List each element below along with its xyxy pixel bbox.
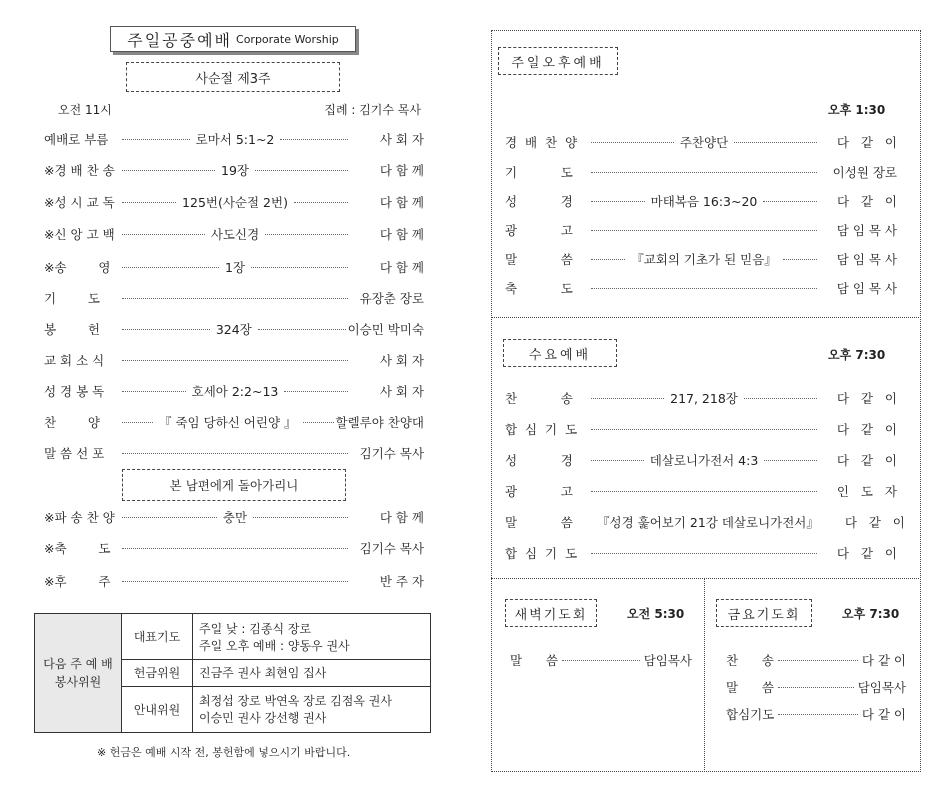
order-row xyxy=(44,350,424,370)
order-detail: 125번(사순절 2번) xyxy=(182,195,288,210)
dot-leader xyxy=(122,517,217,518)
dot-leader xyxy=(744,398,817,399)
afternoon-title-box xyxy=(498,47,618,75)
order-label: 성 경 xyxy=(505,194,573,209)
dot-leader xyxy=(591,230,817,231)
order-detail: 호세아 2:2~13 xyxy=(191,384,279,399)
order-label: 말 씀 xyxy=(505,515,573,530)
order-label: 광 고 xyxy=(505,484,573,499)
order-label: 광 고 xyxy=(505,223,573,238)
friday-title: 금요기도회 xyxy=(727,607,801,623)
order-leader: 담 임 목 사 xyxy=(836,252,898,267)
order-row xyxy=(44,412,424,432)
dot-leader xyxy=(734,142,817,143)
order-label: 합 심 기 도 xyxy=(505,546,578,561)
order-detail: 19장 xyxy=(221,163,249,178)
role-cell: 대표기도 xyxy=(122,614,193,660)
role-cell: 헌금위원 xyxy=(122,660,193,686)
dot-leader xyxy=(591,460,644,461)
dot-leader xyxy=(280,139,348,140)
order-detail: 주찬양단 xyxy=(679,135,729,150)
order-row xyxy=(44,129,424,149)
order-row xyxy=(505,419,897,439)
friday-time: 오후 7:30 xyxy=(842,607,900,621)
dot-leader xyxy=(122,234,205,235)
order-leader: 다 함 께 xyxy=(379,227,424,242)
order-detail: 로마서 5:1~2 xyxy=(195,132,275,147)
dawn-title-box xyxy=(505,599,597,627)
role-cell: 안내위원 xyxy=(122,686,193,732)
names-line: 주일 오후 예배 : 양동우 권사 xyxy=(199,638,350,653)
order-leader: 다 같 이 xyxy=(861,707,906,722)
order-label: ※축 도 xyxy=(44,541,111,556)
order-row xyxy=(505,512,905,532)
dot-leader xyxy=(122,170,215,171)
names-cell xyxy=(193,614,431,660)
order-label: 경 배 찬 양 xyxy=(505,135,578,150)
afternoon-title: 주일오후예배 xyxy=(511,55,605,71)
order-leader: 다 같 이 xyxy=(836,546,897,561)
order-label: 합 심 기 도 xyxy=(505,422,578,437)
wednesday-title-box xyxy=(503,339,617,367)
sermon-title-box xyxy=(122,469,346,501)
dot-leader xyxy=(764,460,817,461)
dot-leader xyxy=(122,202,176,203)
order-detail: 『교회의 기초가 된 믿음』 xyxy=(631,252,777,267)
service-time: 오전 11시 xyxy=(58,103,112,117)
order-label: ※경 배 찬 송 xyxy=(44,163,115,178)
dot-leader xyxy=(294,202,348,203)
order-row xyxy=(505,249,897,269)
dot-leader xyxy=(562,660,640,661)
worship-title xyxy=(110,26,356,52)
order-leader: 사 회 자 xyxy=(379,353,424,368)
order-detail: 217, 218장 xyxy=(670,391,738,406)
dot-leader xyxy=(591,491,817,492)
names-line: 진금주 권사 최현임 집사 xyxy=(199,666,327,681)
order-row xyxy=(505,388,897,408)
order-detail: 324장 xyxy=(215,322,252,337)
order-label: 예배로 부름 xyxy=(44,132,109,147)
order-label: ※송 영 xyxy=(44,260,111,275)
order-leader: 담임목사 xyxy=(643,653,692,668)
order-leader: 다 같 이 xyxy=(836,135,897,150)
dot-leader xyxy=(255,170,348,171)
order-leader: 이승민 박미숙 xyxy=(347,322,424,337)
order-label: 봉 헌 xyxy=(44,322,100,337)
dot-leader xyxy=(591,288,817,289)
order-detail: 사도신경 xyxy=(210,227,260,242)
dot-leader xyxy=(122,548,348,549)
order-leader: 다 함 께 xyxy=(379,195,425,210)
order-row xyxy=(726,704,906,724)
dot-leader xyxy=(122,391,186,392)
order-row xyxy=(505,132,897,152)
dot-leader xyxy=(265,234,348,235)
dot-leader xyxy=(122,139,190,140)
order-label: 찬 송 xyxy=(726,653,774,668)
order-label: 찬 양 xyxy=(44,415,100,430)
order-leader: 사 회 자 xyxy=(379,132,424,147)
order-leader: 다 같 이 xyxy=(836,422,897,437)
order-label: 말 씀 xyxy=(505,252,573,267)
order-row xyxy=(44,319,424,339)
order-leader: 다 같 이 xyxy=(836,453,897,468)
dot-leader xyxy=(763,201,817,202)
order-leader: 담 임 목 사 xyxy=(836,281,897,296)
sermon-title: 본 남편에게 돌아가리니 xyxy=(169,478,299,493)
names-cell xyxy=(193,686,431,732)
dot-leader xyxy=(258,329,346,330)
friday-title-box xyxy=(716,599,812,627)
afternoon-time: 오후 1:30 xyxy=(828,103,886,117)
order-leader: 인 도 자 xyxy=(836,484,897,499)
order-detail: 마태복음 16:3~20 xyxy=(650,194,758,209)
dot-leader xyxy=(591,259,625,260)
order-detail: 데살로니가전서 4:3 xyxy=(649,453,759,468)
divider xyxy=(704,578,705,770)
order-row xyxy=(44,443,424,463)
order-detail: 『 죽임 당하신 어린양 』 xyxy=(159,415,297,430)
order-detail: 1장 xyxy=(224,260,246,275)
servants-table xyxy=(34,613,431,733)
divider xyxy=(491,578,919,579)
dot-leader xyxy=(253,517,348,518)
order-leader: 다 같 이 xyxy=(836,391,897,406)
order-leader: 다 같 이 xyxy=(844,515,905,530)
order-leader: 사 회 자 xyxy=(379,384,425,399)
names-cell xyxy=(193,660,431,686)
order-row xyxy=(44,160,424,180)
wednesday-title: 수요예배 xyxy=(528,347,592,363)
service-leader: 집례 : 김기수 목사 xyxy=(324,103,421,117)
order-leader: 유장춘 장로 xyxy=(359,291,424,306)
lent-week-box xyxy=(126,62,340,92)
dot-leader xyxy=(778,687,854,688)
order-leader: 김기수 목사 xyxy=(359,541,424,556)
order-label: 성 경 xyxy=(505,453,573,468)
dot-leader xyxy=(591,172,817,173)
order-label: ※파 송 찬 양 xyxy=(44,510,115,525)
order-label: 기 도 xyxy=(505,165,573,180)
names-line: 이승민 권사 강선행 권사 xyxy=(199,711,327,726)
order-label: 성 경 봉 독 xyxy=(44,384,105,399)
order-label: 찬 송 xyxy=(505,391,573,406)
order-leader: 할렐루야 찬양대 xyxy=(335,415,424,430)
order-detail: 『성경 훑어보기 21강 데살로니가전서』 xyxy=(597,515,819,530)
names-line: 최정섭 장로 박연옥 장로 김점옥 권사 xyxy=(199,694,392,709)
order-leader: 다 함 께 xyxy=(379,260,424,275)
dot-leader xyxy=(284,391,348,392)
lent-week-label: 사순절 제3주 xyxy=(195,71,271,87)
order-detail: 충만 xyxy=(222,510,248,525)
dot-leader xyxy=(591,201,645,202)
offering-note: ※ 헌금은 예배 시작 전, 봉헌함에 넣으시기 바랍니다. xyxy=(97,746,351,759)
order-row xyxy=(44,507,424,527)
dot-leader xyxy=(591,553,817,554)
order-leader: 다 같 이 xyxy=(861,653,906,668)
order-row xyxy=(505,191,897,211)
dot-leader xyxy=(122,581,348,582)
order-leader: 담 임 목 사 xyxy=(836,223,897,238)
dot-leader xyxy=(122,360,348,361)
wednesday-time: 오후 7:30 xyxy=(828,348,886,362)
dot-leader xyxy=(778,714,858,715)
dot-leader xyxy=(122,267,219,268)
dot-leader xyxy=(122,453,348,454)
dawn-time: 오전 5:30 xyxy=(627,607,685,621)
names-line: 주일 낮 : 김종식 장로 xyxy=(199,621,312,636)
order-leader: 다 같 이 xyxy=(836,194,898,209)
order-row xyxy=(510,650,692,670)
order-row xyxy=(44,538,424,558)
order-row xyxy=(505,278,897,298)
dot-leader xyxy=(251,267,348,268)
order-leader: 김기수 목사 xyxy=(359,446,424,461)
dot-leader xyxy=(122,298,348,299)
order-leader: 다 함 께 xyxy=(379,163,425,178)
order-label: 축 도 xyxy=(505,281,573,296)
order-row xyxy=(505,481,897,501)
worship-title-en: Corporate Worship xyxy=(236,32,339,46)
order-leader: 이성원 장로 xyxy=(832,165,897,180)
order-row xyxy=(505,220,897,240)
dot-leader xyxy=(122,422,153,423)
dot-leader xyxy=(591,429,817,430)
order-row xyxy=(44,381,424,401)
order-leader: 담임목사 xyxy=(857,680,906,695)
order-row xyxy=(44,571,424,591)
order-leader: 반 주 자 xyxy=(379,574,424,589)
order-label: 기 도 xyxy=(44,291,100,306)
dot-leader xyxy=(778,660,858,661)
order-label: 말 씀 xyxy=(510,653,558,668)
order-label: 말 씀 xyxy=(726,680,774,695)
order-row xyxy=(44,224,424,244)
order-label: 교 회 소 식 xyxy=(44,353,105,368)
order-label: 합심기도 xyxy=(726,707,775,722)
order-row xyxy=(726,677,906,697)
order-label: ※후 주 xyxy=(44,574,111,589)
order-row xyxy=(44,288,424,308)
order-row xyxy=(505,162,897,182)
order-label: 말 씀 선 포 xyxy=(44,446,105,461)
order-label: ※성 시 교 독 xyxy=(44,195,115,210)
divider xyxy=(491,317,919,318)
order-leader: 다 함 께 xyxy=(379,510,424,525)
dot-leader xyxy=(591,398,664,399)
order-row xyxy=(505,543,897,563)
dot-leader xyxy=(591,142,674,143)
order-row xyxy=(505,450,897,470)
dawn-title: 새벽기도회 xyxy=(514,607,588,623)
order-row xyxy=(44,257,424,277)
dot-leader xyxy=(122,329,210,330)
dot-leader xyxy=(303,422,334,423)
order-row xyxy=(726,650,906,670)
worship-title-ko: 주일공중예배 xyxy=(127,30,233,50)
dot-leader xyxy=(783,259,817,260)
order-label: ※신 앙 고 백 xyxy=(44,227,115,242)
order-row xyxy=(44,192,424,212)
servants-table-head: 다음 주 예 배 봉사위원 xyxy=(35,614,122,733)
